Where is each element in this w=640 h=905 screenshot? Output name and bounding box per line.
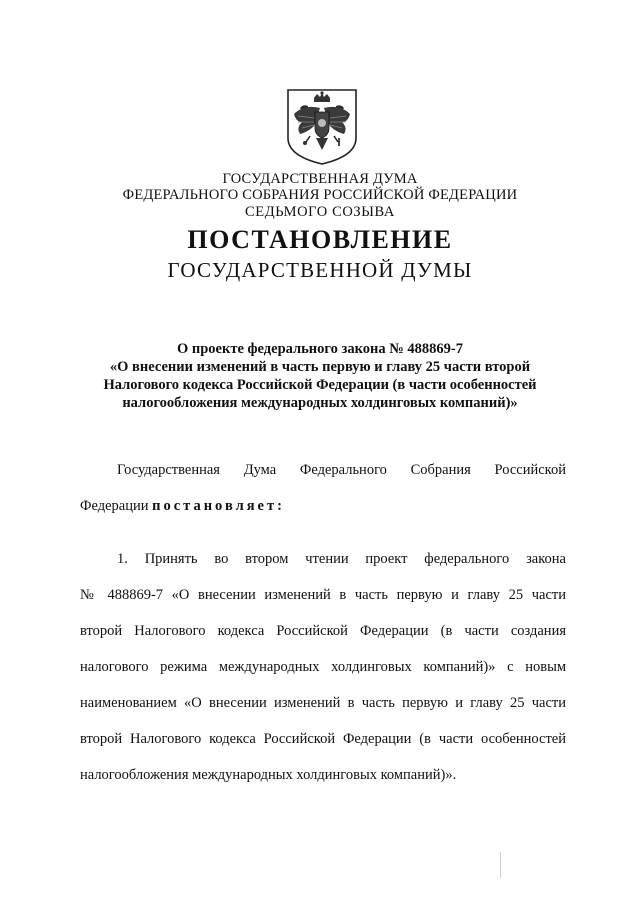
preamble-line-1: Государственная Дума Федерального Собрания Российской — [117, 462, 566, 478]
paragraph-1-line-3: второй Налогового кодекса Российской Федерации (в части создания — [80, 623, 566, 639]
resolves-word: постановляет: — [152, 498, 285, 514]
document-type-subtitle: ГОСУДАРСТВЕННОЙ ДУМЫ — [167, 258, 473, 282]
paragraph-1-line-6: второй Налогового кодекса Российской Федерации (в части особенностей — [80, 731, 566, 747]
org-name-line-1: ГОСУДАРСТВЕННАЯ ДУМА — [222, 171, 418, 187]
subject-line-3: Налогового кодекса Российской Федерации (в части особенностей — [103, 377, 537, 393]
subject-line-1: О проекте федерального закона № 488869-7 — [176, 341, 464, 357]
org-name-line-2: ФЕДЕРАЛЬНОГО СОБРАНИЯ РОССИЙСКОЙ ФЕДЕРАЦИИ — [122, 187, 518, 203]
scan-artifact-mark — [500, 852, 501, 878]
paragraph-1-line-4: налогового режима международных холдинговых компаний)» с новым — [80, 659, 566, 675]
preamble-line-2 — [80, 498, 566, 515]
state-emblem-icon — [284, 88, 360, 166]
subject-line-4: налогообложения международных холдинговых компаний)» — [122, 395, 518, 411]
preamble-start-text: Федерации — [80, 498, 153, 514]
document-type-title: ПОСТАНОВЛЕНИЕ — [187, 225, 453, 254]
subject-line-2: «О внесении изменений в часть первую и главу 25 части второй — [109, 359, 531, 375]
paragraph-1-line-1: 1. Принять во втором чтении проект федерального закона — [117, 551, 566, 567]
paragraph-1-line-7: налогообложения международных холдинговых компаний)». — [80, 767, 457, 783]
paragraph-1-line-5: наименованием «О внесении изменений в часть первую и главу 25 части — [80, 695, 566, 711]
paragraph-1-line-2: № 488869-7 «О внесении изменений в часть первую и главу 25 части — [80, 587, 566, 603]
convocation-line: СЕДЬМОГО СОЗЫВА — [245, 204, 395, 220]
